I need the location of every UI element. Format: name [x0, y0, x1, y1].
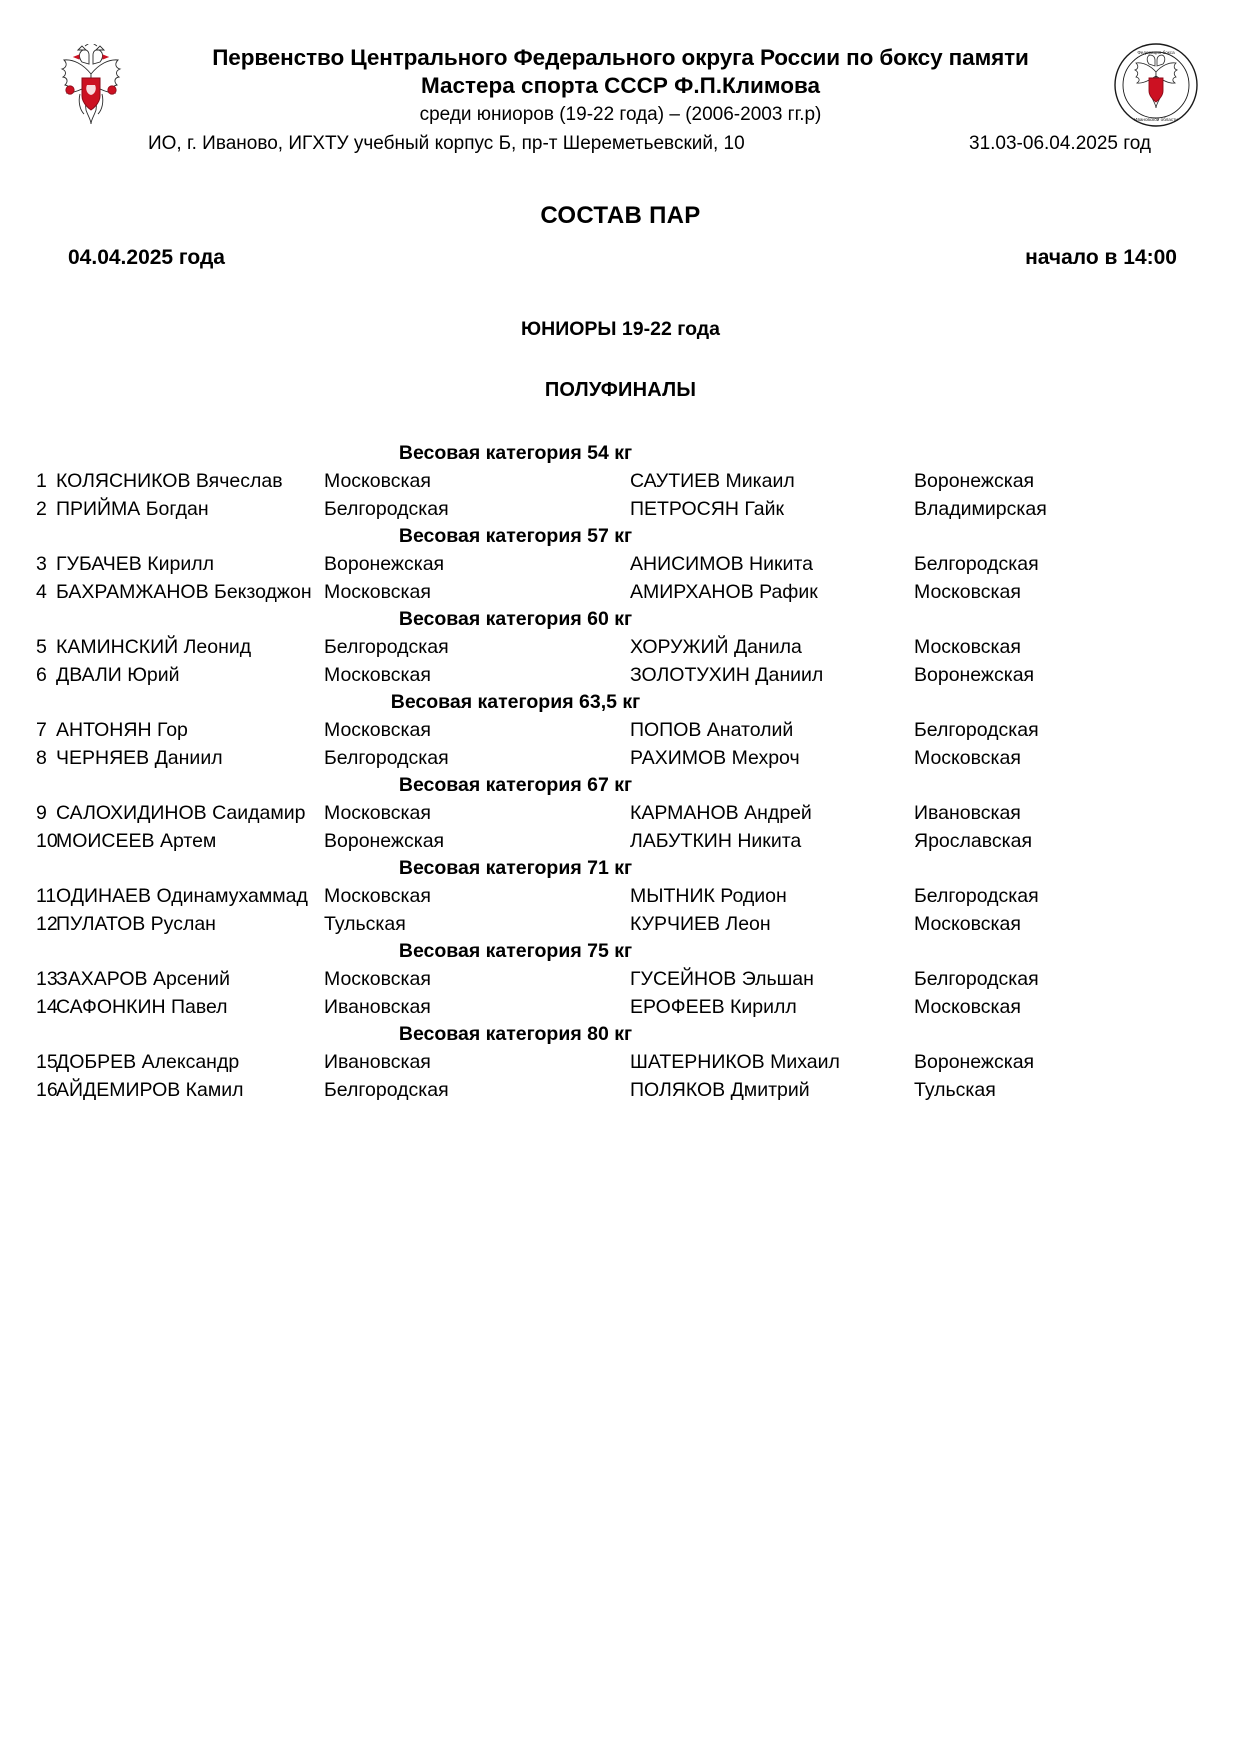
bout-number: 13 — [36, 968, 58, 990]
blue-corner-boxer-name: ШАТЕРНИКОВ Михаил — [630, 1051, 840, 1073]
red-corner-boxer-name: ПРИЙМА Богдан — [56, 498, 209, 520]
bout-list — [0, 440, 1241, 1104]
bout-row — [0, 965, 1241, 993]
bout-row — [0, 467, 1241, 495]
red-corner-region: Ивановская — [324, 1051, 431, 1073]
blue-corner-region: Воронежская — [914, 664, 1035, 686]
red-corner-boxer-name: САЛОХИДИНОВ Саидамир — [56, 802, 306, 824]
bout-row — [0, 1076, 1241, 1104]
blue-corner-boxer-name: ПЕТРОСЯН Гайк — [630, 498, 785, 520]
weight-category-heading: Весовая категория 67 кг — [398, 774, 633, 796]
blue-corner-boxer-name: ЗОЛОТУХИН Даниил — [630, 664, 824, 686]
blue-corner-boxer-name: РАХИМОВ Мехроч — [630, 747, 800, 769]
blue-corner-boxer-name: КУРЧИЕВ Леон — [630, 913, 771, 935]
bout-row — [0, 882, 1241, 910]
bout-row — [0, 827, 1241, 855]
red-corner-region: Московская — [324, 802, 431, 824]
bout-row — [0, 1048, 1241, 1076]
svg-text:Ивановской области: Ивановской области — [1134, 117, 1178, 122]
bout-number: 1 — [36, 470, 47, 492]
red-corner-boxer-name: ДВАЛИ Юрий — [56, 664, 180, 686]
header-title-line-2: Мастера спорта СССР Ф.П.Климова — [420, 73, 821, 98]
weight-category-heading: Весовая категория 71 кг — [398, 857, 633, 879]
weight-category-heading: Весовая категория 80 кг — [398, 1023, 633, 1045]
red-corner-region: Московская — [324, 968, 431, 990]
blue-corner-boxer-name: САУТИЕВ Микаил — [630, 470, 795, 492]
blue-corner-region: Ивановская — [914, 802, 1021, 824]
header-title-line-1: Первенство Центрального Федерального округа России по боксу памяти — [212, 45, 1029, 70]
blue-corner-region: Московская — [914, 581, 1021, 603]
bout-row — [0, 993, 1241, 1021]
red-corner-region: Ивановская — [324, 996, 431, 1018]
red-corner-region: Белгородская — [324, 636, 449, 658]
bout-number: 6 — [36, 664, 47, 686]
blue-corner-boxer-name: МЫТНИК Родион — [630, 885, 787, 907]
blue-corner-region: Воронежская — [914, 1051, 1035, 1073]
venue-text: ИО, г. Иваново, ИГХТУ учебный корпус Б, пр-т Шереметьевский, 10 — [148, 133, 745, 154]
header-subtitle: среди юниоров (19-22 года) – (2006-2003 гг.р) — [419, 104, 822, 125]
bout-row — [0, 633, 1241, 661]
blue-corner-region: Владимирская — [914, 498, 1047, 520]
session-start-time: начало в 14:00 — [1025, 246, 1177, 269]
red-corner-region: Московская — [324, 470, 431, 492]
blue-corner-boxer-name: ХОРУЖИЙ Данила — [630, 636, 802, 658]
red-corner-boxer-name: КАМИНСКИЙ Леонид — [56, 636, 252, 658]
bout-row — [0, 578, 1241, 606]
blue-corner-boxer-name: ГУСЕЙНОВ Эльшан — [630, 968, 814, 990]
red-corner-region: Московская — [324, 581, 431, 603]
bout-number: 5 — [36, 636, 47, 658]
red-corner-region: Белгородская — [324, 498, 449, 520]
bout-number: 8 — [36, 747, 47, 769]
red-corner-boxer-name: АНТОНЯН Гор — [56, 719, 188, 741]
stage-label: ПОЛУФИНАЛЫ — [544, 379, 697, 401]
weight-category-heading: Весовая категория 75 кг — [398, 940, 633, 962]
bout-number: 3 — [36, 553, 47, 575]
title-block — [0, 202, 1241, 402]
blue-corner-boxer-name: ПОЛЯКОВ Дмитрий — [630, 1079, 810, 1101]
red-corner-region: Белгородская — [324, 747, 449, 769]
svg-text:Федерация бокса: Федерация бокса — [1137, 50, 1175, 55]
red-corner-boxer-name: КОЛЯСНИКОВ Вячеслав — [56, 470, 283, 492]
bout-row — [0, 910, 1241, 938]
blue-corner-region: Белгородская — [914, 719, 1039, 741]
blue-corner-region: Воронежская — [914, 470, 1035, 492]
weight-category-heading: Весовая категория 54 кг — [398, 442, 633, 464]
weight-category-heading: Весовая категория 57 кг — [398, 525, 633, 547]
bout-number: 14 — [36, 996, 58, 1018]
blue-corner-boxer-name: ЛАБУТКИН Никита — [630, 830, 802, 852]
bout-number: 7 — [36, 719, 47, 741]
bout-row — [0, 716, 1241, 744]
bout-number: 16 — [36, 1079, 58, 1101]
blue-corner-region: Белгородская — [914, 885, 1039, 907]
red-corner-region: Тульская — [324, 913, 406, 935]
blue-corner-boxer-name: КАРМАНОВ Андрей — [630, 802, 812, 824]
boxing-federation-ivanovo-region-emblem-icon — [1113, 42, 1199, 128]
blue-corner-boxer-name: АНИСИМОВ Никита — [630, 553, 813, 575]
red-corner-boxer-name: МОИСЕЕВ Артем — [56, 830, 217, 852]
blue-corner-region: Белгородская — [914, 553, 1039, 575]
red-corner-boxer-name: АЙДЕМИРОВ Камил — [56, 1079, 244, 1101]
red-corner-region: Воронежская — [324, 830, 445, 852]
header-venue-row — [48, 131, 1193, 157]
blue-corner-region: Московская — [914, 636, 1021, 658]
red-corner-boxer-name: ДОБРЕВ Александр — [56, 1051, 240, 1073]
bout-row — [0, 495, 1241, 523]
bout-row — [0, 550, 1241, 578]
bout-row — [0, 661, 1241, 689]
red-corner-region: Московская — [324, 885, 431, 907]
bout-number: 12 — [36, 913, 58, 935]
blue-corner-region: Московская — [914, 747, 1021, 769]
red-corner-boxer-name: ЧЕРНЯЕВ Даниил — [56, 747, 223, 769]
red-corner-region: Московская — [324, 719, 431, 741]
red-corner-boxer-name: САФОНКИН Павел — [56, 996, 228, 1018]
blue-corner-boxer-name: ПОПОВ Анатолий — [630, 719, 794, 741]
blue-corner-region: Ярославская — [914, 830, 1032, 852]
age-group-label: ЮНИОРЫ 19-22 года — [521, 318, 720, 340]
bout-number: 15 — [36, 1051, 58, 1073]
blue-corner-region: Московская — [914, 996, 1021, 1018]
weight-category-heading: Весовая категория 63,5 кг — [390, 691, 641, 713]
blue-corner-boxer-name: АМИРХАНОВ Рафик — [630, 581, 818, 603]
bout-row — [0, 744, 1241, 772]
red-corner-region: Московская — [324, 664, 431, 686]
blue-corner-region: Московская — [914, 913, 1021, 935]
date-time-row — [0, 246, 1241, 274]
red-corner-region: Воронежская — [324, 553, 445, 575]
bout-number: 4 — [36, 581, 47, 603]
red-corner-boxer-name: ГУБАЧЕВ Кирилл — [56, 553, 214, 575]
russia-coat-of-arms-icon — [52, 44, 130, 128]
bout-row — [0, 799, 1241, 827]
page-title: СОСТАВ ПАР — [540, 202, 701, 229]
red-corner-region: Белгородская — [324, 1079, 449, 1101]
red-corner-boxer-name: ОДИНАЕВ Одинамухаммад — [56, 885, 308, 907]
bout-number: 10 — [36, 830, 58, 852]
bout-number: 9 — [36, 802, 47, 824]
event-dates: 31.03-06.04.2025 год — [969, 133, 1151, 154]
red-corner-boxer-name: ЗАХАРОВ Арсений — [56, 968, 230, 990]
blue-corner-region: Белгородская — [914, 968, 1039, 990]
session-date: 04.04.2025 года — [68, 246, 225, 269]
bout-number: 2 — [36, 498, 47, 520]
bout-number: 11 — [36, 885, 57, 907]
red-corner-boxer-name: ПУЛАТОВ Руслан — [56, 913, 216, 935]
weight-category-heading: Весовая категория 60 кг — [398, 608, 633, 630]
blue-corner-region: Тульская — [914, 1079, 996, 1101]
blue-corner-boxer-name: ЕРОФЕЕВ Кирилл — [630, 996, 797, 1018]
document-header — [0, 0, 1241, 154]
red-corner-boxer-name: БАХРАМЖАНОВ Бекзоджон — [56, 581, 312, 603]
